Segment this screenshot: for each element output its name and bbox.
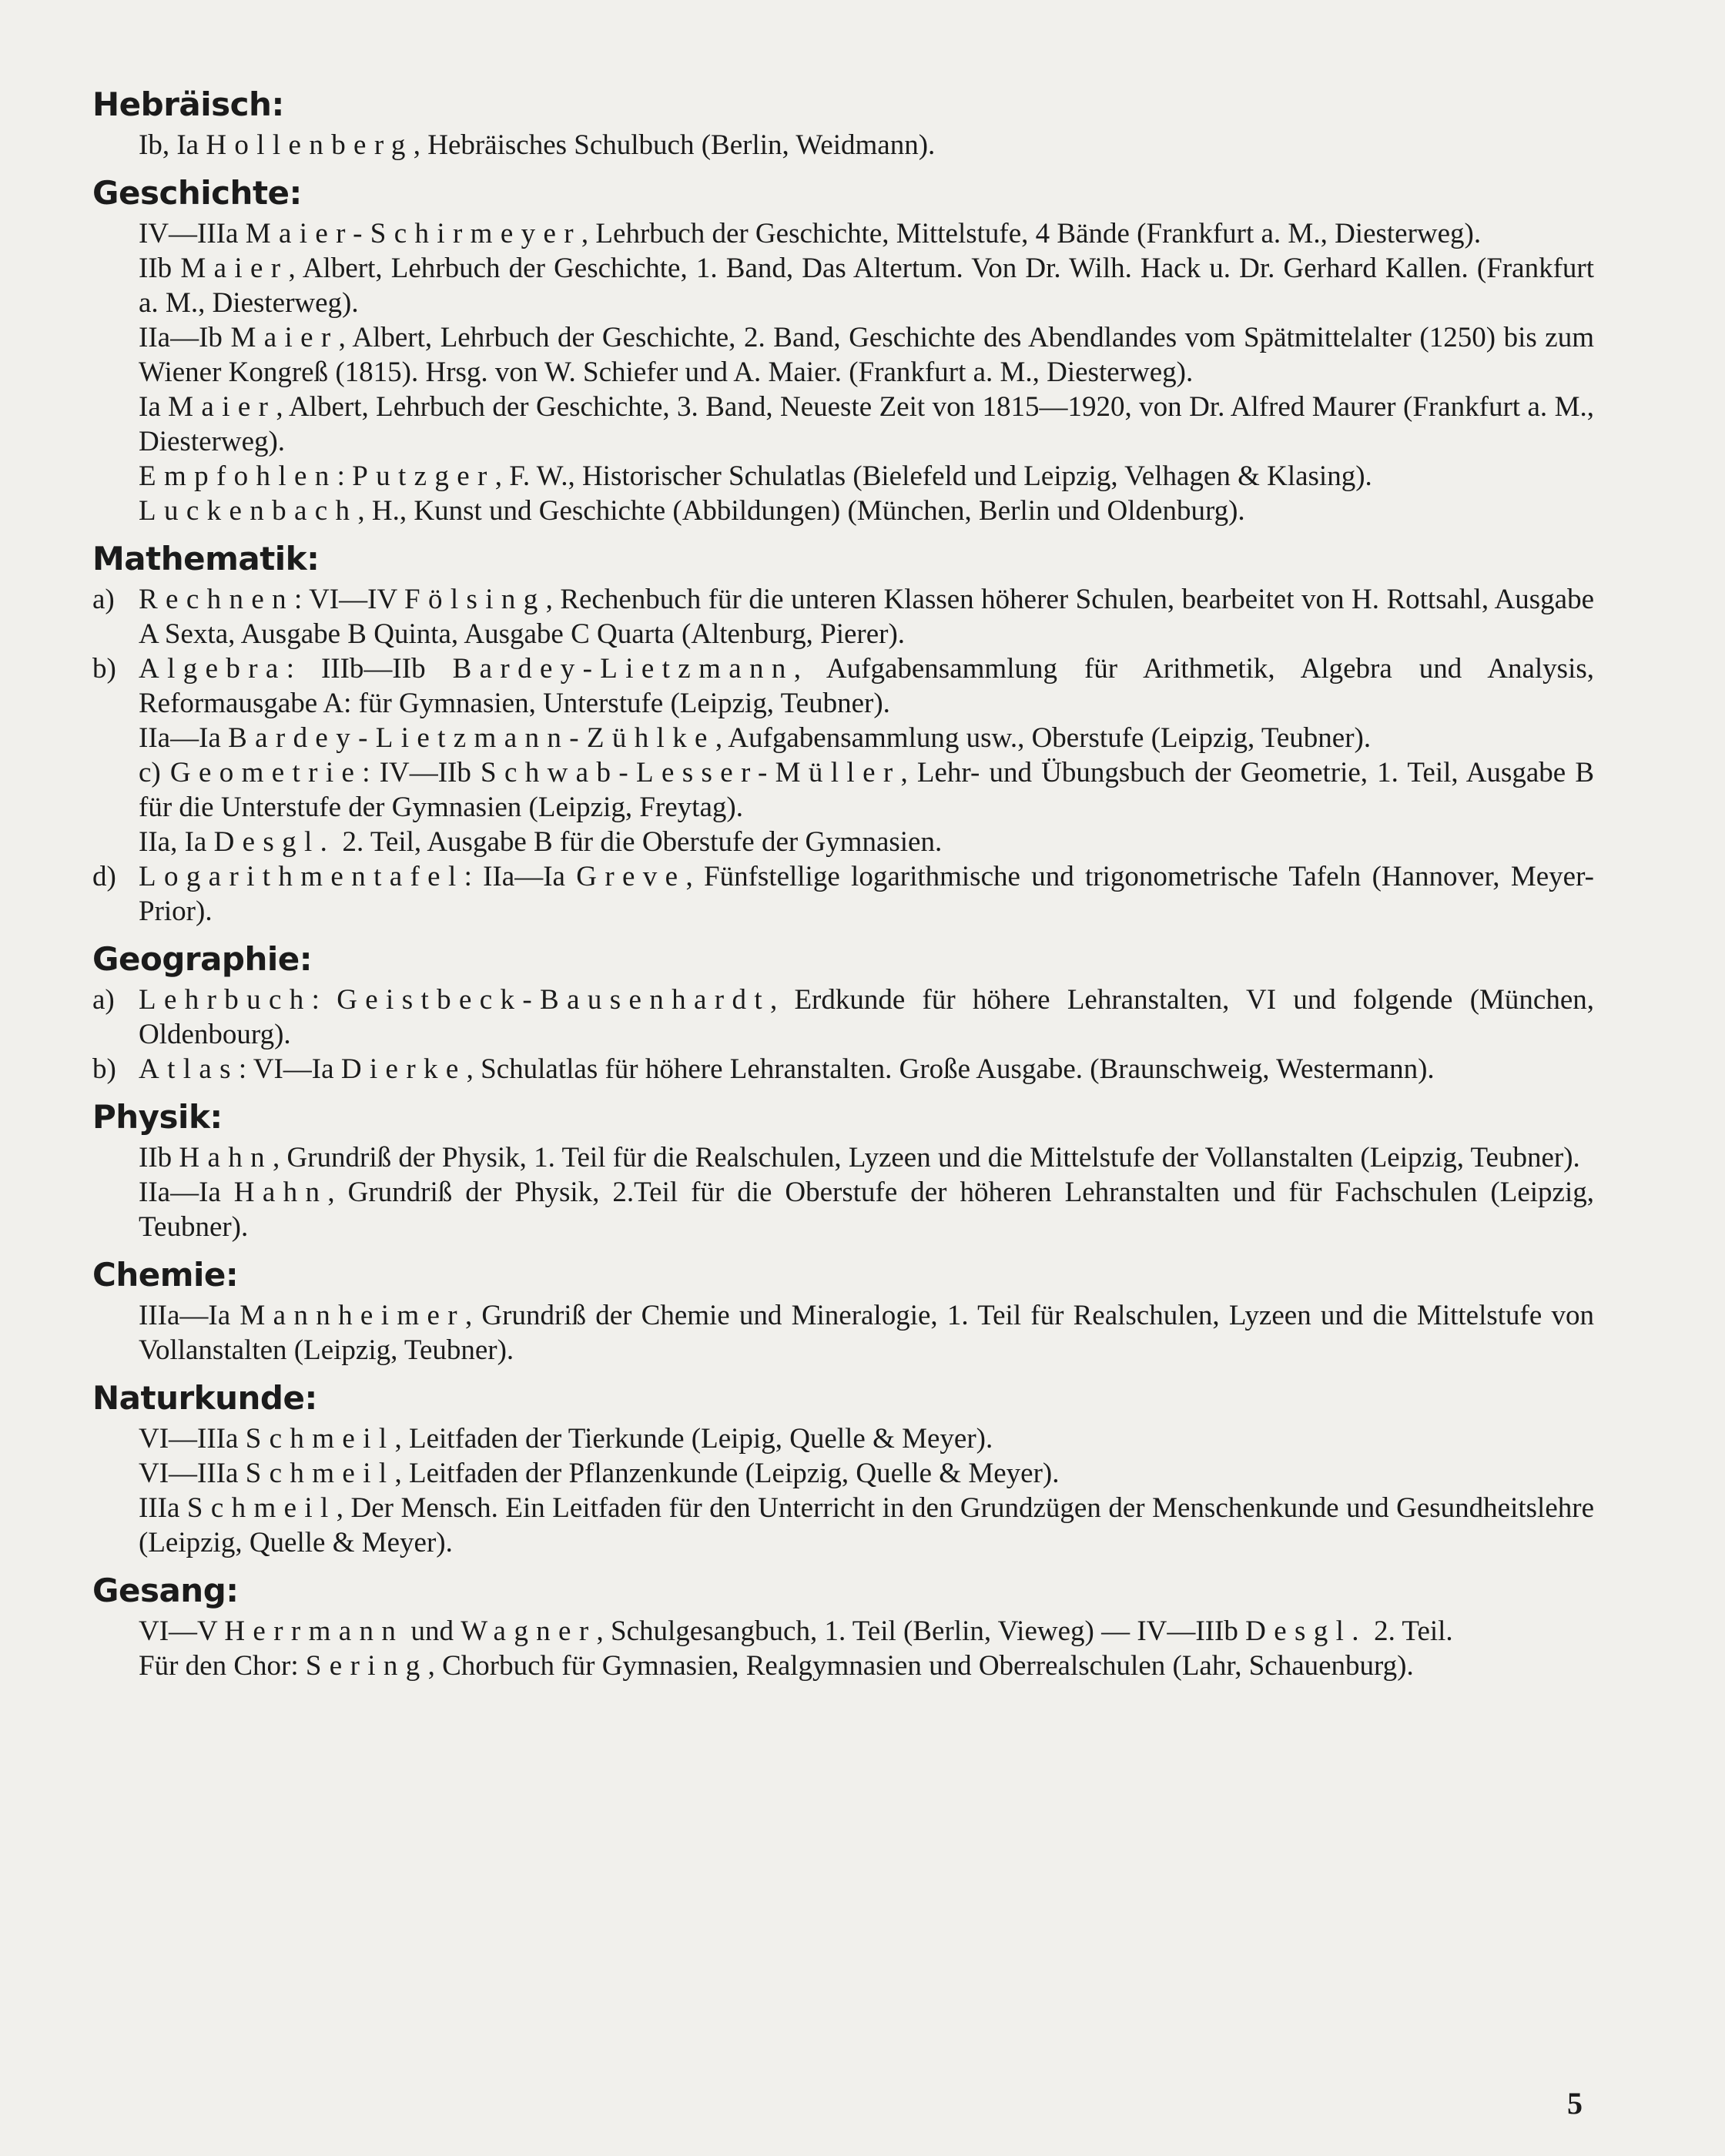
entry-label <box>92 1491 139 1560</box>
section-heading: Physik: <box>92 1098 223 1136</box>
entry-label <box>92 1456 139 1491</box>
entry-text-part: VI—V <box>139 1615 225 1647</box>
entry-text <box>139 216 1594 251</box>
entry-text-part: , Schulatlas für höhere Lehranstalten. Große Ausgabe. (Braunschweig, Westermann). <box>466 1053 1435 1085</box>
entry-text-part: : IIa—Ia <box>464 861 577 892</box>
entry-label <box>92 459 139 494</box>
section-heading: Geschichte: <box>92 174 302 212</box>
book-entry <box>92 320 1594 390</box>
entry-text <box>139 1491 1594 1560</box>
spaced-name: Hollenberg <box>206 129 414 161</box>
spaced-name: Sering <box>305 1650 428 1682</box>
entry-label <box>92 1140 139 1175</box>
entry-text <box>139 1456 1594 1491</box>
entry-label <box>92 128 139 162</box>
entry-label <box>92 251 139 320</box>
entry-label <box>92 1298 139 1368</box>
spaced-name: Desgl. <box>213 826 336 858</box>
entry-text-part: IIa—Ib <box>139 322 231 353</box>
entry-text-part: VI—IIIa <box>139 1458 246 1489</box>
entry-text-part: , Der Mensch. Ein Leitfaden für den Unterricht in den Grundzügen der Menschenkunde und Gesundheitslehre (Leipzig, Quelle & Meyer). <box>139 1492 1594 1558</box>
spaced-name: Herrmann <box>224 1615 404 1647</box>
book-entry <box>92 1649 1594 1683</box>
spaced-name: Empfohlen <box>139 460 337 492</box>
book-entry <box>92 390 1594 459</box>
entry-text-part: , Grundriß der Physik, 2.Teil für die Oberstufe der höheren Lehranstalten und für Fachschulen (Leipzig, Teubner). <box>139 1177 1594 1243</box>
book-entry <box>92 494 1594 528</box>
document-page <box>92 85 1594 2102</box>
entry-label: b) <box>92 1053 116 1085</box>
entry-text-part: , Rechenbuch für die unteren Klassen höherer Schulen, bearbeitet von H. Rottsahl, Ausgabe A Sexta, Ausgabe B Quinta, Ausgabe C Quarta (Altenburg, Pierer). <box>139 584 1594 650</box>
entry-text-part: IIIa <box>139 1492 187 1524</box>
entry-text <box>139 582 1594 651</box>
entry-text-part: Ib, Ia <box>139 129 206 161</box>
section-heading: Chemie: <box>92 1256 239 1294</box>
book-entry <box>92 755 1594 825</box>
entry-text <box>139 1298 1594 1368</box>
book-entry <box>92 251 1594 320</box>
spaced-name: Rechnen <box>139 584 294 615</box>
book-entry <box>92 1298 1594 1368</box>
entry-text-part: IIb <box>139 1142 179 1173</box>
entry-text-part: , Albert, Lehrbuch der Geschichte, 2. Band, Geschichte des Abendlandes vom Spätmittelalter (1250) bis zum Wiener Kongreß (1815). Hrsg. von W. Schiefer und A. Maier. (Frankfurt a. M., Diesterweg). <box>139 322 1595 388</box>
entry-text <box>139 825 1594 859</box>
entry-text-part: , H., Kunst und Geschichte (Abbildungen) (München, Berlin und Oldenburg). <box>357 495 1245 527</box>
book-entry <box>92 216 1594 251</box>
spaced-name: Geometrie <box>169 757 363 788</box>
spaced-name: Logarithmentafel <box>139 861 464 892</box>
entry-text-part: : <box>311 984 337 1016</box>
spaced-name: Mannheimer <box>239 1300 465 1331</box>
entry-text-part: Ia <box>139 391 169 423</box>
spaced-name: Maier <box>180 253 289 284</box>
entry-text-part: 2. Teil. <box>1366 1615 1453 1647</box>
entry-label <box>92 390 139 459</box>
entry-text-part: : IIIb—IIb <box>286 653 453 685</box>
entry-text-part: IIa—Ia <box>139 722 229 754</box>
section-heading: Gesang: <box>92 1572 239 1609</box>
book-entry <box>92 1456 1594 1491</box>
spaced-name: Bardey-Lietzmann <box>452 653 794 685</box>
entry-text <box>139 859 1594 929</box>
section-heading: Mathematik: <box>92 540 320 578</box>
section-heading: Geographie: <box>92 940 313 978</box>
entry-text-part: IIa, Ia <box>139 826 214 858</box>
spaced-name: Hahn <box>179 1142 273 1173</box>
book-entry <box>92 1491 1594 1560</box>
entry-text-part: , Hebräisches Schulbuch (Berlin, Weidmann). <box>413 129 936 161</box>
spaced-name: Geistbeck-Bausenhardt <box>337 984 770 1016</box>
entry-text-part: , Albert, Lehrbuch der Geschichte, 1. Band, Das Altertum. Von Dr. Wilh. Hack u. Dr. Gerhard Kallen. (Frankfurt a. M., Diesterweg). <box>139 253 1594 319</box>
entry-label <box>92 721 139 755</box>
entry-label <box>92 1421 139 1456</box>
spaced-name: Wagner <box>461 1615 597 1647</box>
entry-label <box>92 216 139 251</box>
book-entry <box>92 1175 1594 1244</box>
entry-label <box>92 1649 139 1683</box>
book-entry <box>92 1052 1594 1086</box>
section-heading: Hebräisch: <box>92 85 284 123</box>
spaced-name: Schmeil <box>245 1423 395 1455</box>
book-entry <box>92 983 1594 1052</box>
spaced-name: Schmeil <box>245 1458 395 1489</box>
entry-text-part: VI—IIIa <box>139 1423 246 1455</box>
entry-label <box>92 1175 139 1244</box>
entry-text <box>139 1649 1594 1683</box>
entry-text <box>139 1140 1594 1175</box>
entry-text <box>139 251 1594 320</box>
entry-text-part: : IV—IIb <box>362 757 481 788</box>
book-entry <box>92 825 1594 859</box>
entry-label: b) <box>92 653 116 685</box>
entry-text <box>139 1052 1594 1086</box>
book-entry <box>92 1140 1594 1175</box>
entry-text <box>139 1421 1594 1456</box>
book-entry <box>92 1614 1594 1649</box>
book-entry <box>92 651 1594 721</box>
spaced-name: Maier-Schirmeyer <box>245 218 581 249</box>
entry-text-part: , Chorbuch für Gymnasien, Realgymnasien und Oberrealschulen (Lahr, Schauenburg). <box>427 1650 1414 1682</box>
entry-text-part: , Grundriß der Physik, 1. Teil für die Realschulen, Lyzeen und die Mittelstufe der Vollanstalten (Leipzig, Teubner). <box>273 1142 1580 1173</box>
entry-text-part: c) <box>139 757 170 788</box>
entry-text-part: , Leitfaden der Tierkunde (Leipig, Quelle & Meyer). <box>394 1423 993 1455</box>
entry-text <box>139 721 1594 755</box>
page-number: 5 <box>1567 2086 1583 2121</box>
entry-text-part: IIb <box>139 253 181 284</box>
entry-label <box>92 494 139 528</box>
spaced-name: Algebra <box>139 653 286 685</box>
entry-text <box>139 755 1594 825</box>
entry-text-part: und <box>404 1615 461 1647</box>
entry-text-part: , Aufgabensammlung für Arithmetik, Algebra und Analysis, Reformausgabe A: für Gymnasien, Unterstufe (Leipzig, Teubner). <box>139 653 1594 719</box>
spaced-name: Luckenbach <box>139 495 358 527</box>
entry-text-part: , F. W., Historischer Schulatlas (Bielefeld und Leipzig, Velhagen & Klasing). <box>494 460 1372 492</box>
entry-text-part: , Fünfstellige logarithmische und trigonometrische Tafeln (Hannover, Meyer-Prior). <box>139 861 1594 927</box>
section-heading: Naturkunde: <box>92 1379 317 1417</box>
entry-text-part: , Aufgabensammlung usw., Oberstufe (Leipzig, Teubner). <box>715 722 1372 754</box>
entry-label <box>92 1614 139 1649</box>
entry-text-part: : VI—IV <box>293 584 405 615</box>
entry-label <box>92 825 139 859</box>
entry-text <box>139 1614 1594 1649</box>
book-entry <box>92 1421 1594 1456</box>
entry-text-part: , Grundriß der Chemie und Mineralogie, 1. Teil für Realschulen, Lyzeen und die Mittelstufe von Vollanstalten (Leipzig, Teubner). <box>139 1300 1594 1366</box>
spaced-name: Putzger <box>352 460 495 492</box>
spaced-name: Schmeil <box>186 1492 337 1524</box>
book-entry <box>92 721 1594 755</box>
entry-label <box>92 755 139 825</box>
entry-text <box>139 320 1594 390</box>
entry-label: a) <box>92 984 115 1016</box>
entry-text-part: , Leitfaden der Pflanzenkunde (Leipzig, Quelle & Meyer). <box>394 1458 1060 1489</box>
book-entry <box>92 859 1594 929</box>
spaced-name: Atlas <box>139 1053 239 1085</box>
entry-text-part: , Erdkunde für höhere Lehranstalten, VI und folgende (München, Oldenbourg). <box>139 984 1595 1050</box>
entry-label <box>92 320 139 390</box>
entry-text-part: IV—IIIa <box>139 218 246 249</box>
spaced-name: Desgl. <box>1245 1615 1367 1647</box>
spaced-name: Lehrbuch <box>139 984 312 1016</box>
spaced-name: Maier <box>230 322 339 353</box>
entry-text-part: , Lehrbuch der Geschichte, Mittelstufe, 4 Bände (Frankfurt a. M., Diesterweg). <box>581 218 1482 249</box>
entry-label: a) <box>92 584 115 615</box>
entry-text-part: : <box>337 460 353 492</box>
spaced-name: Fölsing <box>404 584 546 615</box>
entry-text-part: : VI—Ia <box>238 1053 341 1085</box>
spaced-name: Schwab-Lesser-Müller <box>481 757 901 788</box>
entry-text <box>139 390 1594 459</box>
spaced-name: Bardey-Lietzmann-Zühlke <box>228 722 715 754</box>
entry-text-part: Für den Chor: <box>139 1650 306 1682</box>
spaced-name: Maier <box>168 391 276 423</box>
entry-text <box>139 459 1594 494</box>
book-entry <box>92 582 1594 651</box>
entry-text <box>139 128 1594 162</box>
entry-text-part: IIa—Ia <box>139 1177 234 1208</box>
book-entry <box>92 459 1594 494</box>
entry-text-part: , Lehr- und Übungsbuch der Geometrie, 1. Teil, Ausgabe B für die Unterstufe der Gymnasien (Leipzig, Freytag). <box>139 757 1595 823</box>
entry-text <box>139 1175 1594 1244</box>
spaced-name: Hahn <box>233 1177 328 1208</box>
entry-text <box>139 983 1594 1052</box>
entry-text <box>139 651 1594 721</box>
entry-text-part: , Schulgesangbuch, 1. Teil (Berlin, Vieweg) — IV—IIIb <box>596 1615 1246 1647</box>
book-entry <box>92 128 1594 162</box>
spaced-name: Greve <box>576 861 686 892</box>
entry-text <box>139 494 1594 528</box>
entry-text-part: 2. Teil, Ausgabe B für die Oberstufe der Gymnasien. <box>335 826 943 858</box>
entry-label: d) <box>92 861 116 892</box>
entry-text-part: IIIa—Ia <box>139 1300 240 1331</box>
entry-text-part: , Albert, Lehrbuch der Geschichte, 3. Band, Neueste Zeit von 1815—1920, von Dr. Alfred Maurer (Frankfurt a. M., Diesterweg). <box>139 391 1594 457</box>
spaced-name: Dierke <box>340 1053 467 1085</box>
